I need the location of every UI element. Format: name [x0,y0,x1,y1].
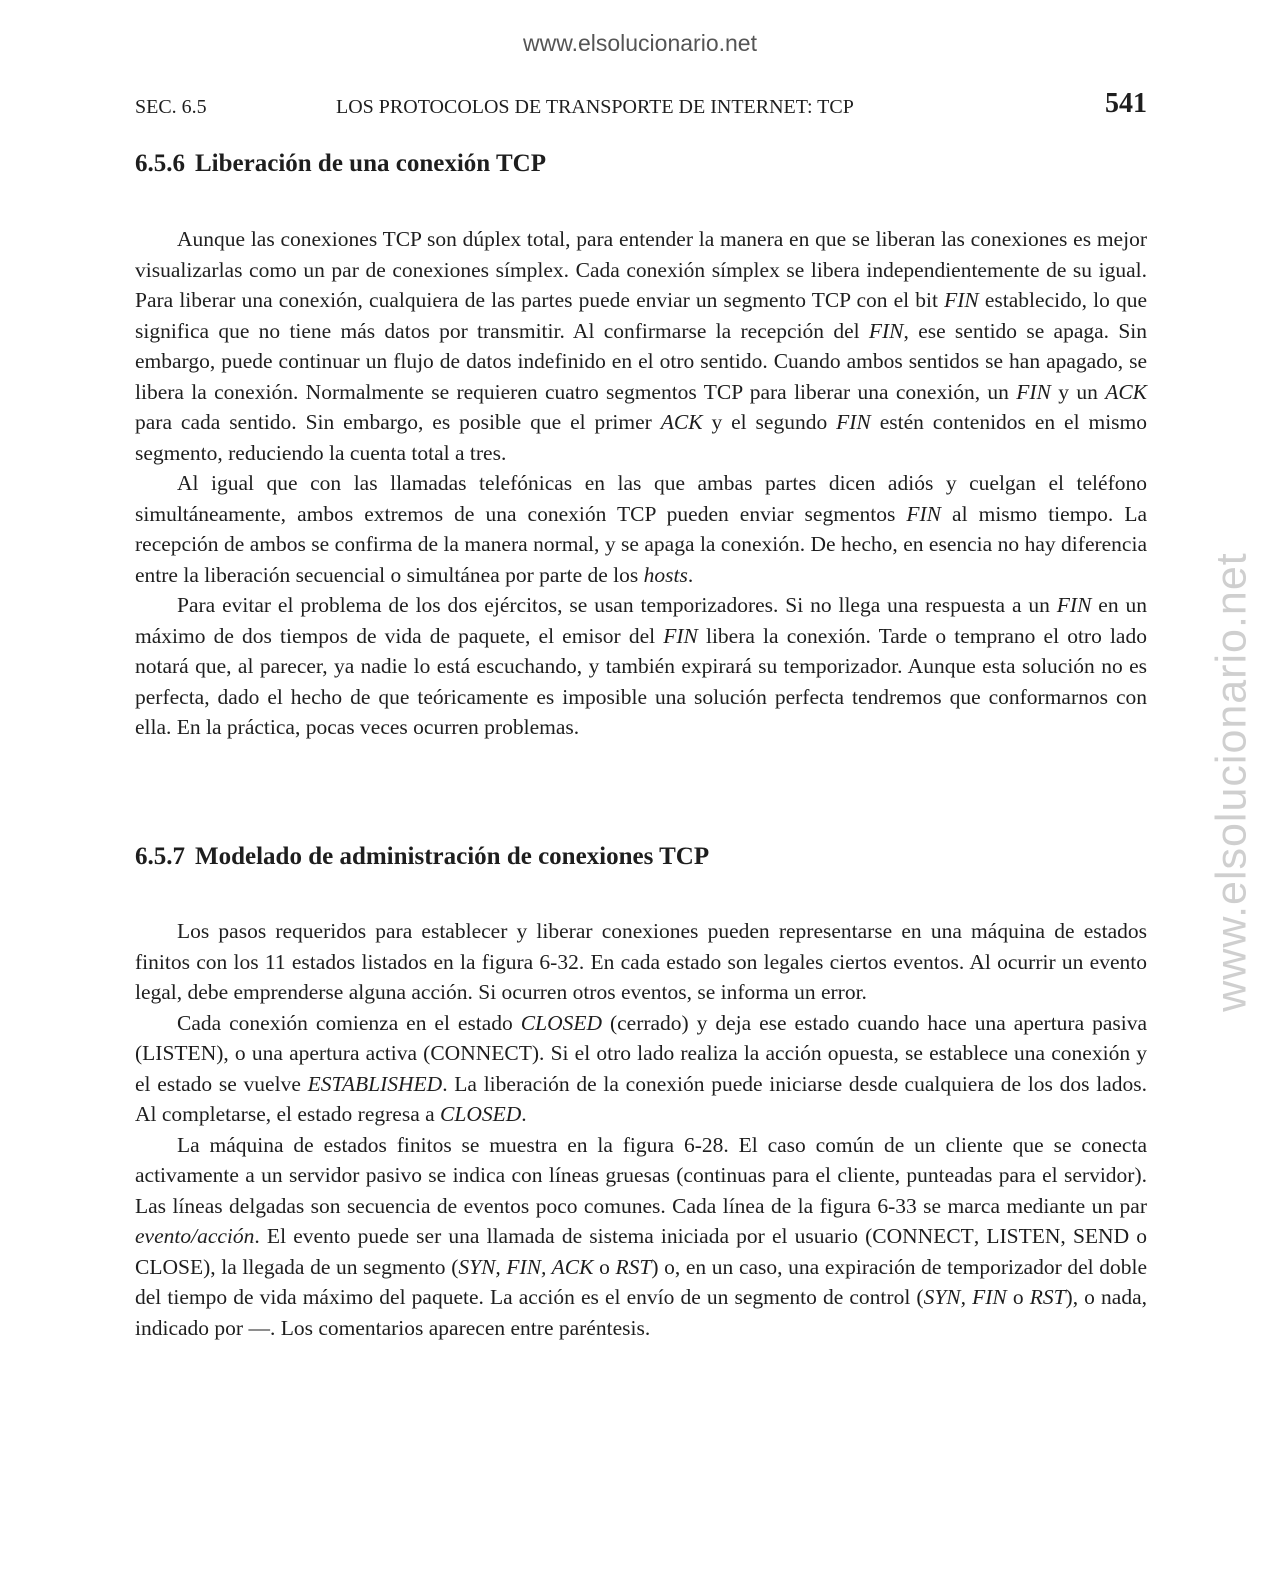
page-number: 541 [1105,88,1147,119]
section-title: Modelado de administración de conexiones TCP [195,843,710,870]
text-run: ) o, en un caso, una expiración de temporizador del doble del tiempo de vida máximo del paquete. La acción es el envío de un segmento de control ( [135,1254,1148,1309]
section-title: Liberación de una conexión TCP [195,150,546,177]
small-caps-text: CONNECT [430,1041,532,1065]
emphasis-text: FIN [1016,379,1051,404]
text-run: libera la conexión. Tarde o temprano el otro lado notará que, al parecer, ya nadie lo está escuchando, y también expirará su temporizador. Aunque esta solución no es perfecta, dado el hecho de que teóricamente es imposible una solución perfecta tendremos que conformarnos con ella. En la práctica, pocas veces ocurren problemas. [135,623,1147,739]
small-caps-text: CONNECT [872,1224,974,1248]
text-run: ), la llegada de un segmento ( [203,1254,459,1279]
text-run: establecido, lo que significa que no tiene más datos por transmitir. Al confirmarse la recepción del [135,288,1147,343]
emphasis-text: evento/acción [135,1224,255,1248]
emphasis-text: SYN, FIN, ACK [458,1254,594,1279]
emphasis-text: hosts [643,562,688,587]
small-caps-text: SEND [1072,1224,1130,1248]
text-run: o [1006,1285,1030,1309]
text-run: ), o nada, indicado por —. Los comentarios aparecen entre paréntesis. [135,1285,1148,1340]
emphasis-text: FIN [836,410,871,434]
small-caps-text: LISTEN [142,1041,217,1065]
section-heading-6-5-7 [135,843,709,871]
text-run: o [1129,1224,1148,1248]
text-run: Al igual que con las llamadas telefónicas en las que ambas partes dicen adiós y cuelgan el teléfono simultáneamente, ambos extremos de una conexión TCP pueden enviar segmentos [135,471,1147,526]
emphasis-text: ACK [1105,379,1148,404]
emphasis-text: RST [615,1254,652,1279]
section-body-6-5-7 [135,916,1147,1343]
header-title: LOS PROTOCOLOS DE TRANSPORTE DE INTERNET: TCP [336,96,854,118]
running-header [135,88,1147,122]
section-heading-6-5-6 [135,150,546,178]
emphasis-text: RST [1029,1285,1066,1309]
paragraph [135,468,1147,590]
paragraph [135,224,1147,468]
text-run: para cada sentido. Sin embargo, es posible que el primer [135,410,661,434]
watermark-url-top: www.elsolucionario.net [523,30,757,56]
text-run: Los pasos requeridos para establecer y liberar conexiones pueden representarse en una máquina de estados finitos con los 11 estados listados en la figura 6-32. En cada estado son legales ciertos eventos. Al ocurrir un evento legal, debe emprenderse alguna acción. Si ocurren otros eventos, se informa un error. [135,919,1147,1004]
emphasis-text: SYN, FIN [923,1285,1007,1309]
text-run: Para evitar el problema de los dos ejércitos, se usan temporizadores. Si no llega una respuesta a un [177,593,1057,617]
text-run: , ese sentido se apaga. Sin embargo, puede continuar un flujo de datos indefinido en el otro sentido. Cuando ambos sentidos se han apagado, se libera la conexión. Normalmente se requieren cuatro segmentos TCP para liberar una conexión, un [135,318,1147,404]
text-run: Cada conexión comienza en el estado [177,1010,521,1035]
text-run: Aunque las conexiones TCP son dúplex total, para entender la manera en que se liberan las conexiones es mejor visualizarlas como un par de conexiones símplex. Cada conexión símplex se libera independientemente de su igual. Para liberar una conexión, cualquiera de las partes puede enviar un segmento TCP con el bit [135,227,1147,312]
section-number: 6.5.6 [135,150,185,177]
watermark-url-side: www.elsolucionario.net [1207,552,1256,1012]
emphasis-text: CLOSED [520,1010,602,1035]
emphasis-text: FIN [944,288,979,312]
paragraph [135,1130,1147,1344]
text-run: y el segundo [702,410,837,434]
text-run: ). Si el otro lado realiza la acción opuesta, se establece una conexión y el estado se vuelve [135,1041,1147,1096]
paragraph [135,916,1147,1008]
small-caps-text: CLOSE [135,1254,204,1279]
text-run: , [1060,1224,1073,1248]
text-run: . La liberación de la conexión puede iniciarse desde cualquiera de los dos lados. Al completarse, el estado regresa a [135,1071,1147,1126]
text-run: estén contenidos en el mismo segmento, reduciendo la cuenta total a tres. [135,410,1148,465]
small-caps-text: LISTEN [986,1224,1061,1248]
text-run: La máquina de estados finitos se muestra en la figura 6-28. El caso común de un cliente que se conecta activamente a un servidor pasivo se indica con líneas gruesas (continuas para el cliente, punteadas para el servidor). Las líneas delgadas son secuencia de eventos poco comunes. Cada línea de la figura 6-33 se marca mediante un par [135,1132,1147,1218]
text-run: o [593,1254,616,1279]
emphasis-text: ACK [660,410,703,434]
paragraph [135,1008,1147,1130]
text-run: . [687,562,694,587]
emphasis-text: FIN [906,501,942,526]
text-run: y un [1050,379,1106,404]
header-section: SEC. 6.5 [135,96,207,118]
text-run: . El evento puede ser una llamada de sistema iniciada por el usuario ( [254,1224,873,1248]
section-body-6-5-6 [135,224,1147,743]
text-run: al mismo tiempo. La recepción de ambos se confirma de la manera normal, y se apaga la conexión. De hecho, en esencia no hay diferencia entre la liberación secuencial o simultánea por parte de los [135,501,1147,587]
paragraph [135,590,1147,743]
text-run: ), o una apertura activa ( [216,1041,431,1065]
emphasis-text: CLOSED [440,1102,522,1126]
text-run: en un máximo de dos tiempos de vida de paquete, el emisor del [135,593,1147,648]
text-run: . [521,1102,527,1126]
emphasis-text: FIN [1056,593,1092,617]
emphasis-text: FIN [868,318,904,343]
text-run: (cerrado) y deja ese estado cuando hace una apertura pasiva ( [135,1010,1148,1065]
emphasis-text: FIN [663,623,698,648]
emphasis-text: ESTABLISHED [307,1071,443,1096]
section-number: 6.5.7 [135,843,185,870]
text-run: , [973,1224,987,1248]
